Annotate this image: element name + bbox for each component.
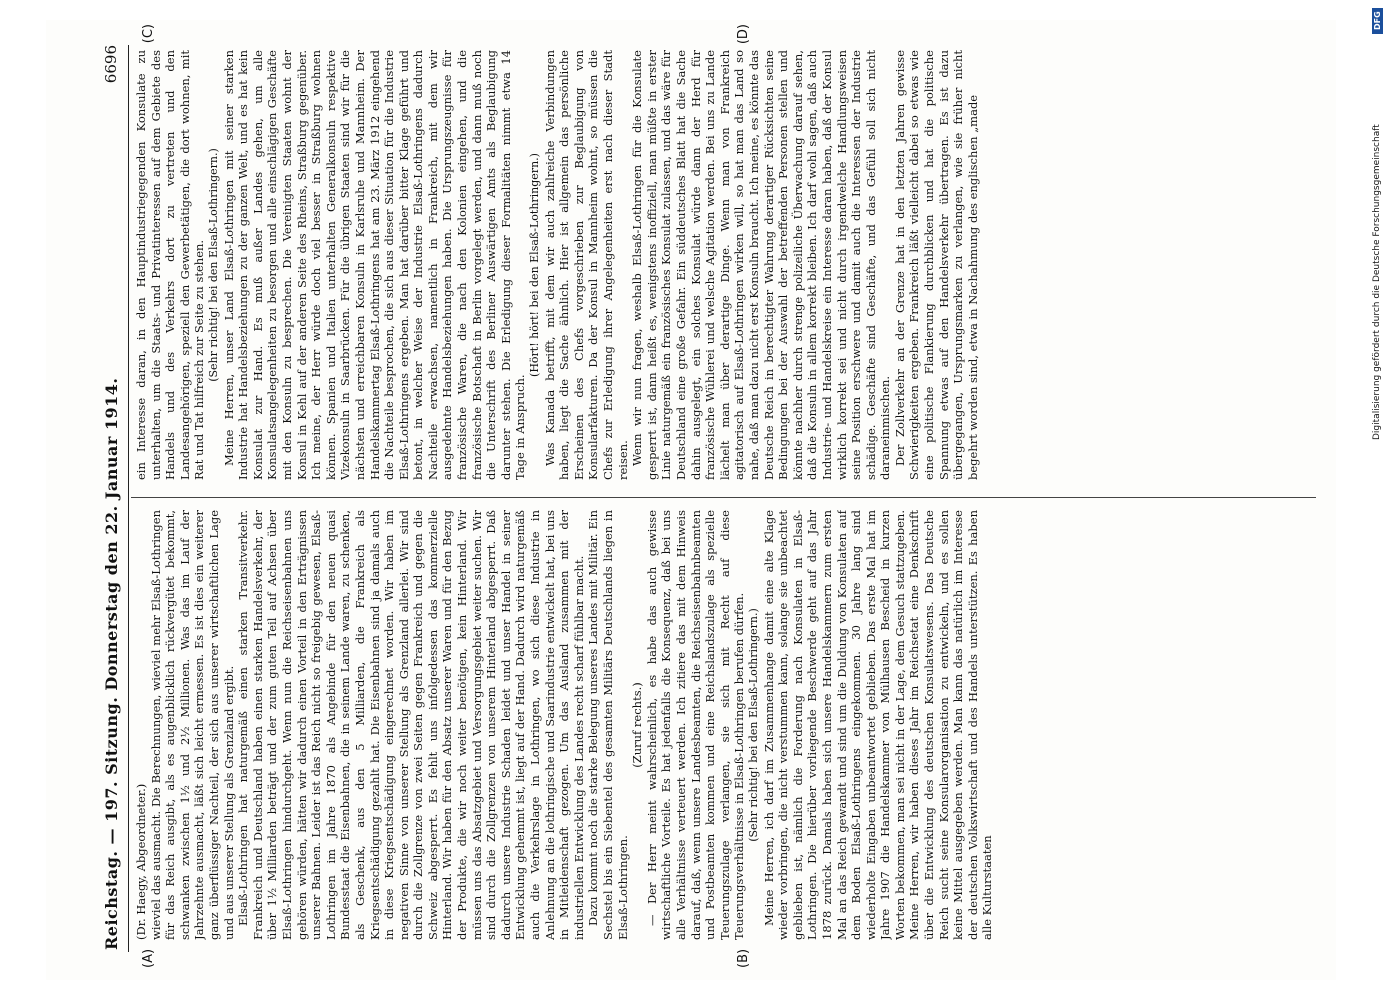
left-paragraph-3: Dazu kommt noch die starke Belegung unseres Landes mit Militär. Ein Sechstel bis ein Siebentel des gesamten Militärs Deutschlands liegen in Elsaß-Lothringen. [586,510,630,940]
margin-marker-b: (B) [736,948,751,968]
page-title: Reichstag. — 197. Sitzung. Donnerstag den 22. Januar 1914. [101,377,121,950]
page-header [98,45,124,950]
right-column [134,50,1316,480]
interjection: (Hört! hört! bei den Elsaß-Lothringern.) [528,153,542,377]
applause-note: (Sehr richtig! bei den Elsaß-Lothringern.) [746,608,760,842]
right-paragraph-6: Wenn wir nun fragen, weshalb Elsaß-Lothringen für die Konsulate gesperrt ist, dann heißt es, wenigstens inoffiziell, man müßte in erster Linie naturgemäß ein französisches Konsulat zulassen, und das wäre für Deutschland eine große Gefahr. Ein süddeutsches Blatt hat die Sache dahin ausgelegt, ein solches Konsulat würde dann der Herd für französische Wühlerei und welsche Agitation werden. Bei uns zu Lande lächelt man über derartige Dinge. Wenn man von Frankreich agitatorisch auf Elsaß-Lothringen wirken will, so hat man das Land so nahe, daß man dazu nicht erst Konsuln braucht. Ich meine, es könnte das Deutsche Reich in berechtigter Wahrung derartiger Rücksichten seine Bedingungen bei der Auswahl der betreffenden Personen stellen und könnte nachher durch strenge polizeiliche Überwachung darauf sehen, daß die Konsuln in allem korrekt bleiben. Ich darf wohl sagen, daß auch Industrie- und Handelskreise ein Interesse daran haben, daß der Konsul wirklich korrekt sei und nicht durch irgendwelche Handlungsweisen seine Position erschwere und damit auch die Interessen der Industrie schädige. Geschäfte sind Geschäfte, und das Gefühl soll sich nicht daraneinmischen. [630,50,893,480]
column-separator [131,497,1316,498]
dfg-logo: DFG [1372,8,1383,34]
margin-marker-a: (A) [141,948,156,968]
left-paragraph-2: Elsaß-Lothringen hat naturgemäß einen starken Transitverkehr. Frankreich und Deutschland haben einen starken Handelsverkehr, der über 1½ Milliarden beträgt und der zum guten Teil auf Achsen über Elsaß-Lothringen hindurchgeht. Wenn nun die Reichseisenbahnen uns gehören würden, hätten wir dadurch einen Vorteil in den Erträgnissen unserer Bahnen. Leider ist das Reich nicht so freigebig gewesen, Elsaß-Lothringen im Jahre 1870 als Angebinde für den neuen quasi Bundesstaat die Eisenbahnen, die in seinem Lande waren, zu schenken, als Geschenk, aus den 5 Milliarden, die Frankreich als Kriegsentschädigung gezahlt hat. Die Eisenbahnen sind ja damals auch in diese Kriegsentschädigung eingerechnet worden. Wir haben im negativen Sinne von unserer Stellung als Grenzland allerlei. Wir sind durch die Zollgrenze von zwei Seiten gegen Frankreich und gegen die Schweiz abgesperrt. Es fehlt uns infolgedessen das kommerzielle Hinterland. Wir haben für den Absatz unserer Waren und für den Bezug der Produkte, die wir noch weiter benötigen, kein Hinterland. Wir müssen uns das Absatzgebiet und Versorgungsgebiet weiter suchen. Wir sind durch die Zollgrenzen von unserem Hinterland abgesperrt. Daß dadurch unsere Industrie Schaden leidet und unser Handel in seiner Entwicklung gehemmt ist, liegt auf der Hand. Dadurch wird naturgemäß auch die Verkehrslage in Lothringen, wo sich diese Industrie in Anlehnung an die lothringische und Saarindustrie entwickelt hat, bei uns in Mitleidenschaft gezogen. Um das Ausland zusammen mit der industriellen Entwicklung des Landes recht scharf fühlbar macht. [236,510,586,940]
digitization-credit: Digitalisierung gefördert durch die Deutsche Forschungsgemeinschaft [1372,124,1382,440]
left-paragraph-1: wieviel das ausmacht. Die Berechnungen, wieviel mehr Elsaß-Lothringen für das Reich ausgibt, als es augenblicklich rückvergütet bekommt, schwanken zwischen 1½ und 2½ Millionen. Was das im Lauf der Jahrzehnte ausmacht, läßt sich leicht ermessen. Es ist dies ein weiterer ganz überflüssiger Nachteil, der sich aus unserer wirtschaftlichen Lage und aus unserer Stellung als Grenzland ergibt. [148,510,236,940]
left-column [134,510,1316,940]
applause-note: (Sehr richtig! bei den Elsaß-Lothringern.) [206,148,220,382]
interjection: (Zuruf rechts.) [630,682,645,768]
page-number: 6696 [102,45,120,84]
speaker-line: (Dr. Haegy, Abgeordneter.) [134,783,148,940]
scanned-page [46,20,1336,980]
right-paragraph-3: Meine Herren, unser Land Elsaß-Lothringen mit seiner starken Industrie hat Handelsbeziehungen zu der ganzen Welt, und es hat kein Konsulat zur Hand. Es muß außer Landes gehen, um alle Konsulatsangelegenheiten zu besorgen und alle einschlägigen Geschäfte mit den Konsuln zu besprechen. Die Vereinigten Staaten wohnt der Konsul in Kehl auf der anderen Seite des Rheins, Straßburg gegenüber. Ich meine, der Herr würde doch viel besser in Straßburg wohnen können. Spanien und Italien unterhalten Generalkonsuln respektive Vizekonsuln in Saarbrücken. Für die übrigen Staaten sind wir für die nächsten und erreichbaren Konsuln in Karlsruhe und Mannheim. Der Handelskammertag Elsaß-Lothringens hat am 23. März 1912 eingehend die Nachteile besprochen, die sich aus dieser Situation für die Industrie Elsaß-Lothringens ergeben. Man hat darüber bitter Klage geführt und betont, in welcher Weise der Industrie Elsaß-Lothringens dadurch Nachteile erwachsen, namentlich in Frankreich, mit dem wir ausgedehnte Handelsbeziehungen haben. Die Ursprungszeugnisse für französische Waren, die nach den Kolonien eingehen, und die französische Botschaft in Berlin vorgelegt werden, und dann muß noch die Unterschrift des Berliner Auswärtigen Amts als Beglaubigung darunter stehen. Die Erledigung dieser Formalitäten nimmt etwa 14 Tage in Anspruch. [221,50,528,480]
left-paragraph-7: Meine Herren, ich darf im Zusammenhange damit eine alte Klage wieder vorbringen, die nicht verstummen kann, solange sie unbeachtet geblieben ist, nämlich die Forderung nach Konsulaten in Elsaß-Lothringen. Die hierüber vorliegende Beschwerde geht auf das Jahr 1878 zurück. Damals haben sich unsere Handelskammern zum ersten Mal an das Reich gewandt und sind um die Duldung von Konsulaten auf dem Boden Elsaß-Lothringens eingekommen. 30 Jahre lang sind wiederholte Eingaben unbeantwortet geblieben. Das erste Mal hat im Jahre 1907 die Handelskammer von Mülhausen Bescheid in kurzen Worten bekommen, man sei nicht in der Lage, dem Gesuch stattzugeben. Meine Herren, wir haben dieses Jahr im Reichsetat eine Denkschrift über die Entwicklung des deutschen Konsulatswesens. Das Deutsche Reich sucht seine Konsularorganisation zu entwickeln, und es sollen keine Mittel ausgegeben werden. Man kann das natürlich im Interesse der deutschen Volkswirtschaft und des Handels unterstützen. Es haben alle Kulturstaaten [761,510,995,940]
right-paragraph-1: ein Interesse daran, in den Hauptindustriegegenden Konsulate zu unterhalten, um die Staats- und Privatinteressen auf dem Gebiete des Handels und des Verkehrs dort zu vertreten und den Landesangehörigen, speziell den Gewerbetätigen, die dort wohnen, mit Rat und Tat hilfreich zur Seite zu stehen. [134,50,207,480]
right-paragraph-7: Der Zollverkehr an der Grenze hat in den letzten Jahren gewisse Schwierigkeiten ergeben. Frankreich läßt vielleicht dabei so etwas wie eine politische Flankierung durchblicken und hat die politische Spannung etwas auf den Handelsverkehr übertragen. Es ist dazu übergegangen, Ursprungsmarken zu verlangen, wie sie früher nicht begehrt worden sind, etwa in Nachahmung des englischen „made [892,50,980,480]
header-rule [128,45,129,952]
margin-marker-c: (C) [141,24,156,44]
margin-marker-d: (D) [736,24,751,45]
right-paragraph-5: Was Kanada betrifft, mit dem wir auch zahlreiche Verbindungen haben, liegt die Sache ähnlich. Hier ist allgemein das persönliche Erscheinen des Chefs vorgeschrieben zur Beglaubigung von Konsularfakturen. Da der Konsul in Mannheim wohnt, so müssen die Chefs zur Erledigung ihrer Angelegenheiten erst nach dieser Stadt reisen. [542,50,630,480]
left-paragraph-5: — Der Herr meint wahrscheinlich, es habe das auch gewisse wirtschaftliche Vorteile. Es hat jedenfalls die Konsequenz, daß bei uns alle Verhältnisse verteuert werden. Ich zitiere das mit dem Hinweis darauf, daß, wenn unsere Landesbeamten, die Reichseisenbahnbeamten und Postbeamten kommen und eine Reichslandszulage als spezielle Teuerungszulage verlangen, sie sich mit Recht auf diese Teuerungsverhältnisse in Elsaß-Lothringen berufen dürfen. [644,510,747,940]
